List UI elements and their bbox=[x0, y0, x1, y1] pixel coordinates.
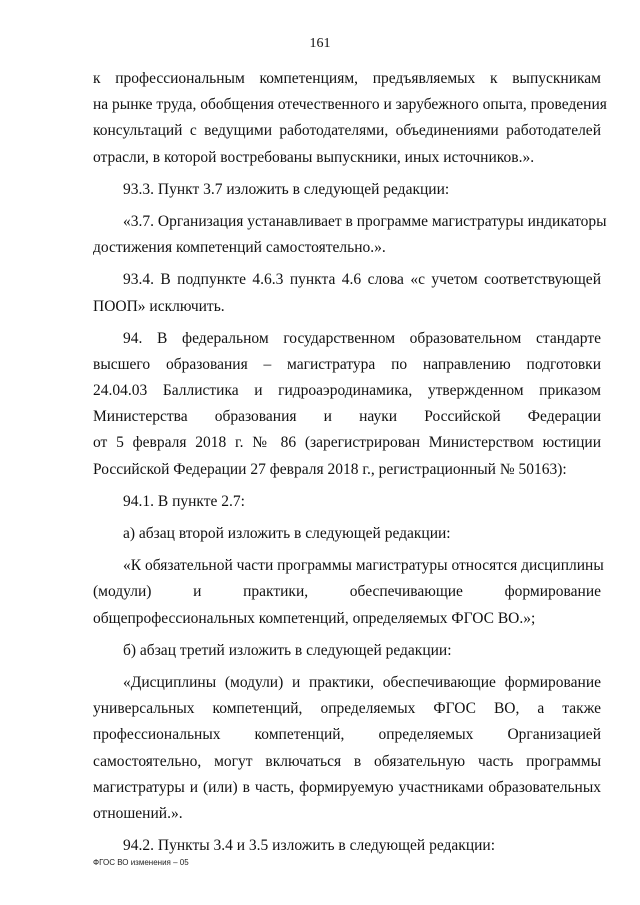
paragraph bbox=[93, 267, 601, 319]
paragraph bbox=[93, 177, 601, 203]
text-line: «Дисциплины (модули) и практики, обеспечивающие формирование bbox=[123, 673, 601, 691]
text-line: б) абзац третий изложить в следующей редакции: bbox=[123, 641, 452, 659]
text-line: Министерства образования и науки Российской Федерации bbox=[93, 408, 601, 426]
text-line: 24.04.03 Баллистика и гидроаэродинамика, утвержденном приказом bbox=[93, 382, 601, 400]
paragraph bbox=[93, 670, 601, 827]
text-line: консультаций с ведущими работодателями, объединениями работодателей bbox=[93, 122, 601, 140]
text-line: на рынке труда, обобщения отечественного и зарубежного опыта, проведения bbox=[93, 96, 607, 114]
paragraph bbox=[93, 326, 601, 483]
text-line: 93.3. Пункт 3.7 изложить в следующей редакции: bbox=[123, 180, 450, 198]
text-line: магистратуры и (или) в часть, формируемую участниками образовательных bbox=[93, 778, 601, 796]
text-line: 94. В федеральном государственном образовательном стандарте bbox=[123, 329, 601, 347]
paragraph bbox=[93, 553, 604, 632]
page-footer: ФГОС ВО изменения – 05 bbox=[93, 858, 189, 867]
text-line: высшего образования – магистратура по направлению подготовки bbox=[93, 355, 601, 373]
paragraph bbox=[93, 833, 601, 859]
paragraph bbox=[93, 638, 601, 664]
paragraph bbox=[93, 209, 607, 261]
text-line: достижения компетенций самостоятельно.». bbox=[93, 239, 386, 257]
text-line: самостоятельно, могут включаться в обязательную часть программы bbox=[93, 752, 601, 770]
text-line: 94.2. Пункты 3.4 и 3.5 изложить в следующей редакции: bbox=[123, 837, 496, 855]
document-body bbox=[93, 66, 607, 859]
text-line: отношений.». bbox=[93, 804, 183, 822]
text-line: универсальных компетенций, определяемых ФГОС ВО, а также bbox=[93, 700, 601, 718]
page-number: 161 bbox=[309, 36, 331, 51]
text-line: а) абзац второй изложить в следующей редакции: bbox=[123, 525, 451, 542]
paragraph bbox=[93, 521, 601, 547]
text-line: Российской Федерации 27 февраля 2018 г., регистрационный № 50163): bbox=[93, 460, 567, 478]
text-line: общепрофессиональных компетенций, определяемых ФГОС ВО.»; bbox=[93, 609, 536, 627]
text-line: «К обязательной части программы магистратуры относятся дисциплины bbox=[123, 557, 604, 575]
text-line: ПООП» исключить. bbox=[93, 297, 225, 315]
text-line: к профессиональным компетенциям, предъявляемых к выпускникам bbox=[93, 70, 601, 87]
paragraph bbox=[93, 66, 607, 171]
text-line: от 5 февраля 2018 г. № 86 (зарегистрирован Министерством юстиции bbox=[93, 434, 601, 452]
text-line: 94.1. В пункте 2.7: bbox=[123, 492, 245, 510]
text-line: (модули) и практики, обеспечивающие формирование bbox=[93, 583, 601, 601]
text-line: 93.4. В подпункте 4.6.3 пункта 4.6 слова «с учетом соответствующей bbox=[123, 271, 601, 289]
paragraph bbox=[93, 489, 601, 515]
text-line: «3.7. Организация устанавливает в программе магистратуры индикаторы bbox=[123, 212, 607, 230]
text-line: отрасли, в которой востребованы выпускники, иных источников.». bbox=[93, 148, 535, 166]
text-line: профессиональных компетенций, определяемых Организацией bbox=[93, 726, 601, 744]
